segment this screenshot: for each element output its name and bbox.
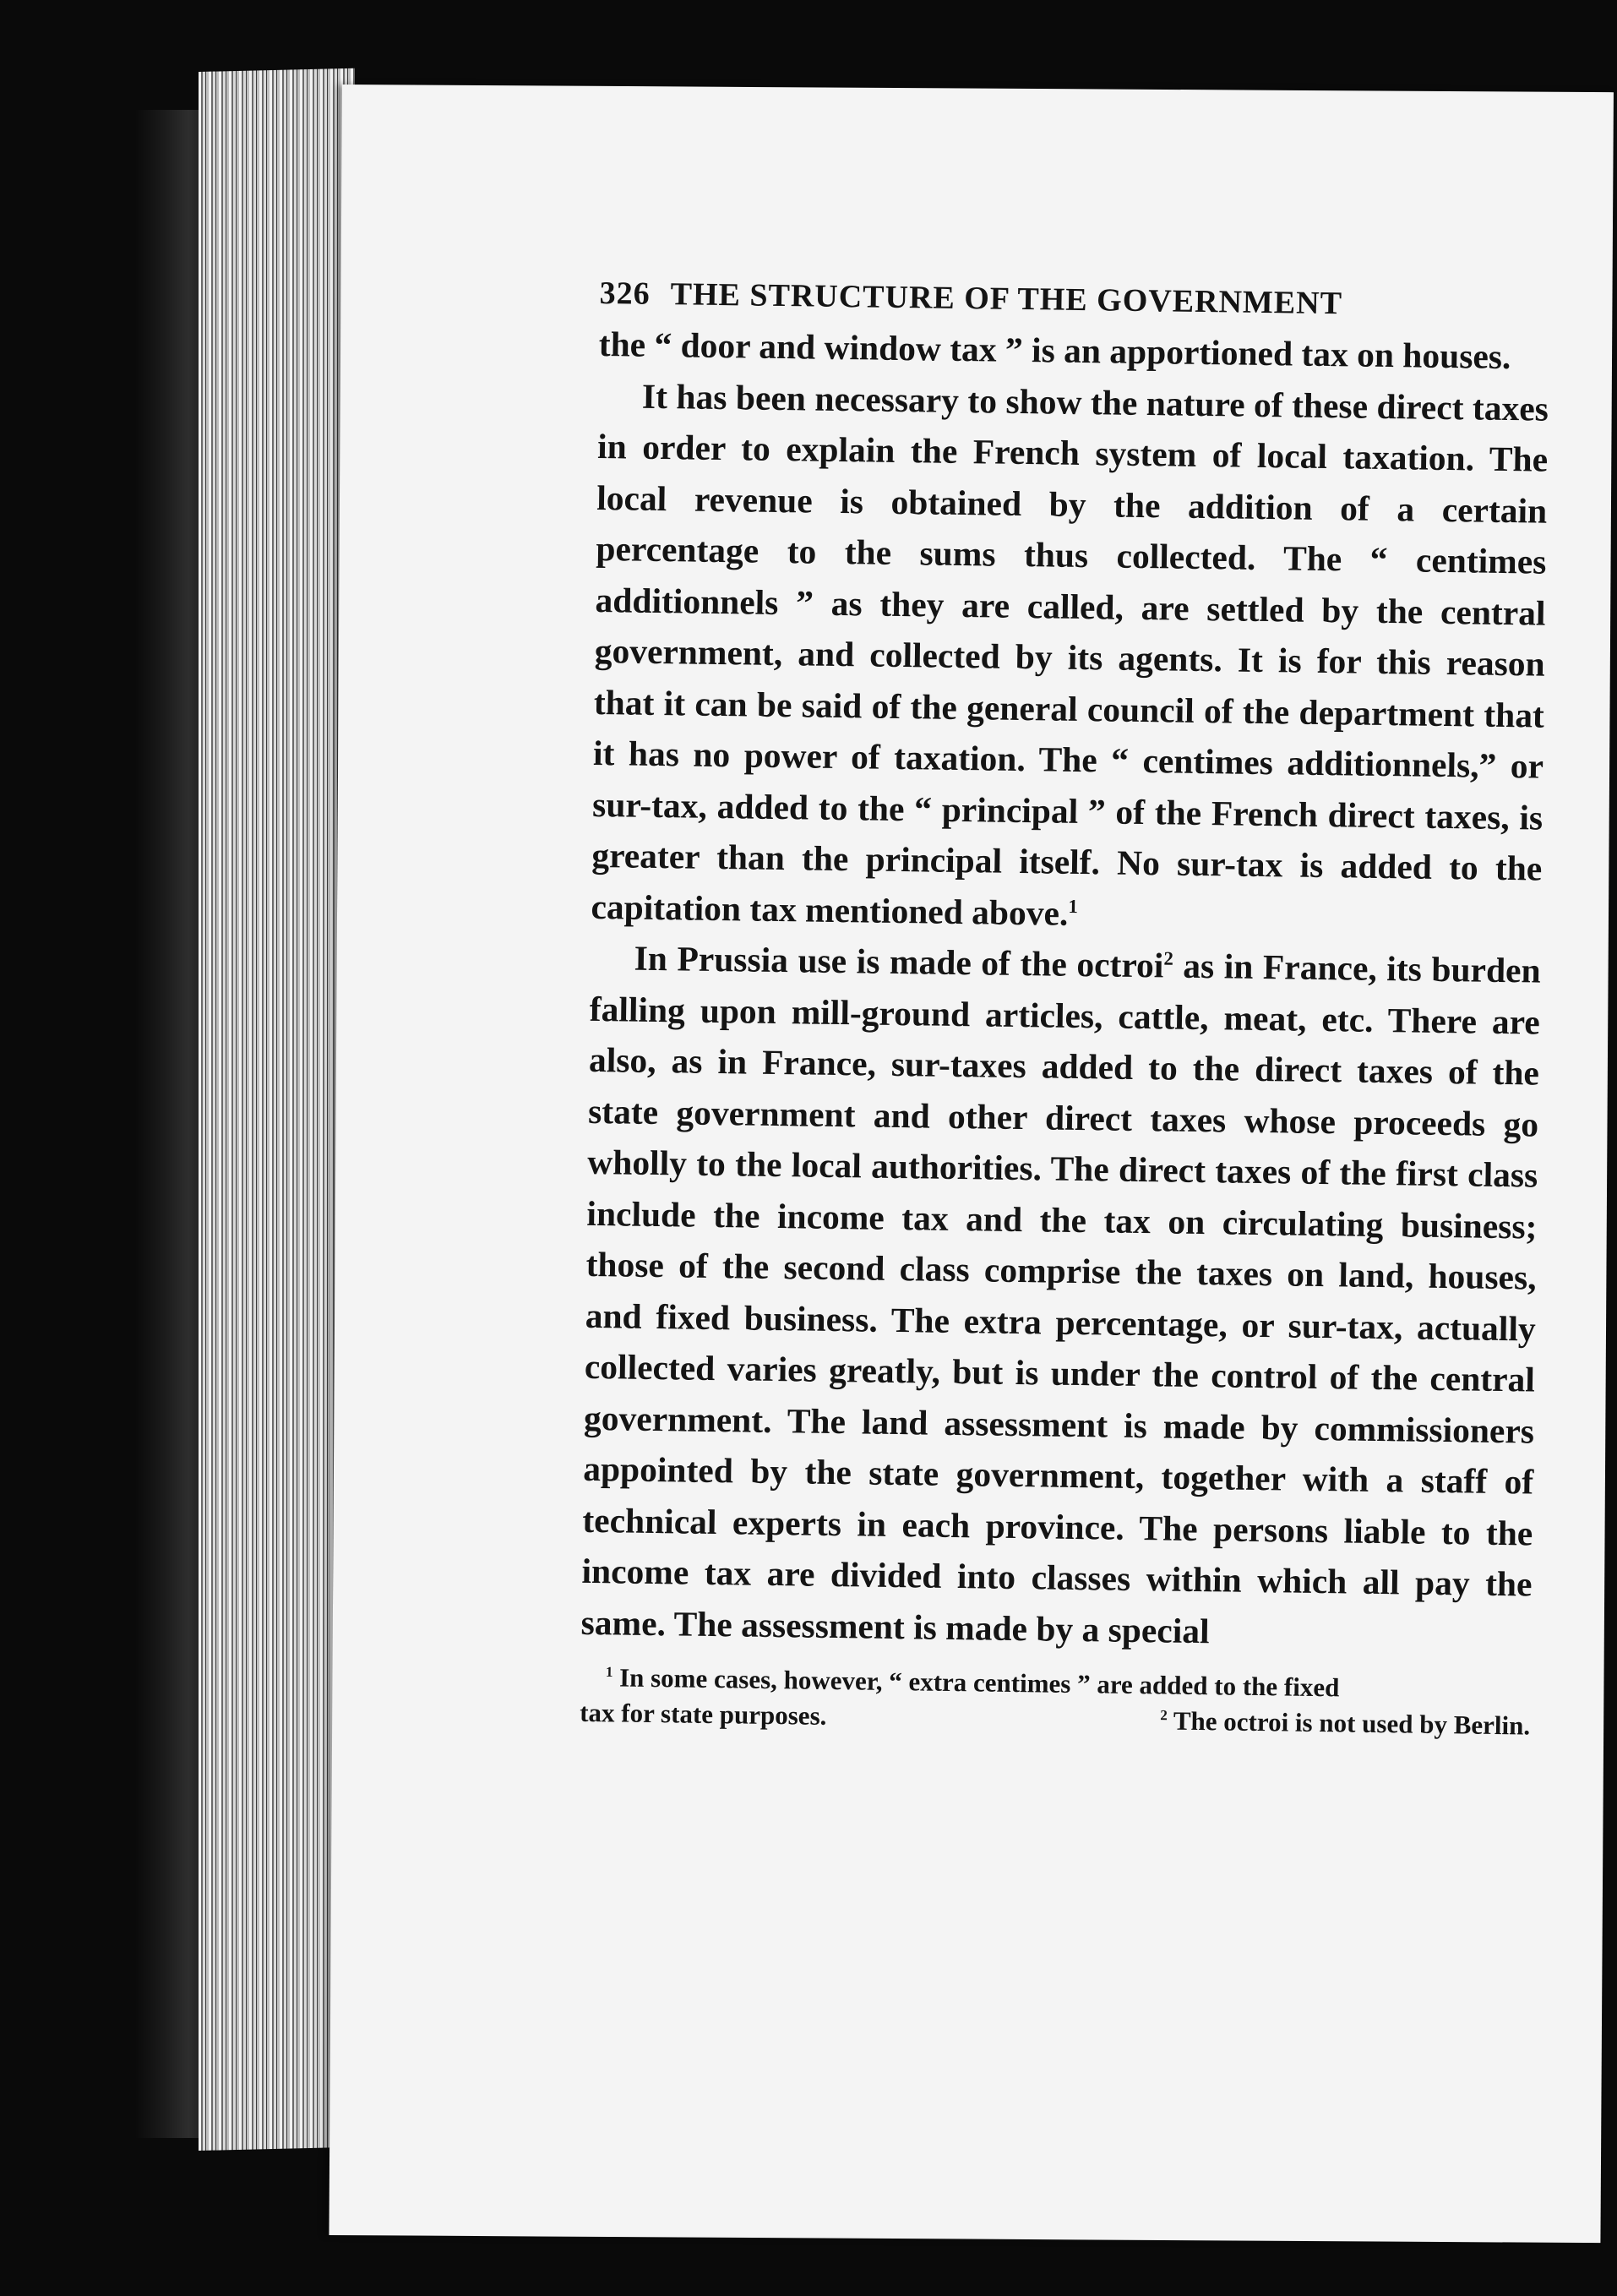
footnote-2-mark: 2 xyxy=(1160,1707,1168,1724)
paragraph-prussia-text: as in France, its burden falling upon mill-ground articles, cattle, meat, etc. There are also, as in France, sur-taxes added to the direct taxes of the state government and other direct taxes whose proceeds go wholly to the local authorities. The direct taxes of the first class include the income tax and the tax on circulating business; those of the second class comprise the taxes on land, houses, and fixed business. The extra percentage, or sur-tax, actually collected varies greatly, but is under the control of the central government. The land assessment is made by commissioners appointed by the state government, together with a staff of technical experts in each province. The persons liable to the income tax are divided into classes within which all pay the same. The assessment is made by a special xyxy=(580,946,1541,1650)
running-title: THE STRUCTURE OF THE GOVERNMENT xyxy=(670,276,1343,322)
page-number: 326 xyxy=(599,275,651,312)
paragraph-continued: the “ door and window tax ” is an apportioned tax on houses. xyxy=(598,324,1511,377)
footnote-ref-1: 1 xyxy=(1068,895,1079,917)
paragraph-french-taxation xyxy=(591,369,1549,945)
footnote-1-text: In some cases, however, “ extra centimes ” are added to the fixed xyxy=(612,1662,1340,1703)
footnote-ref-2: 2 xyxy=(1163,947,1174,969)
paragraph-prussia-lead: In Prussia use is made of the octroi xyxy=(634,938,1164,985)
paragraph-prussia xyxy=(580,932,1541,1661)
footnote-1-mark: 1 xyxy=(605,1663,613,1681)
footnote-1-continued: tax for state purposes. xyxy=(579,1697,827,1731)
paragraph-french-taxation-text: It has been necessary to show the nature of these direct taxes in order to explain the French system of local taxation. The local revenue is obtained by the addition of a certain percentage to the sums thus collected. The “ centimes additionnels ” as they are called, are settled by the central government, and collected by its agents. It is for this reason that it can be said of the general council of the department that it has no power of taxation. The “ centimes additionnels,” or sur-tax, added to the “ principal ” of the French direct taxes, is greater than the principal itself. No sur-tax is added to the capitation tax mentioned above. xyxy=(591,376,1549,933)
footnotes xyxy=(580,1660,1531,1744)
footnote-2 xyxy=(1160,1703,1531,1743)
page-text xyxy=(580,275,1550,1744)
body-text xyxy=(580,319,1549,1661)
footnote-2-text: The octroi is not used by Berlin. xyxy=(1167,1705,1531,1741)
